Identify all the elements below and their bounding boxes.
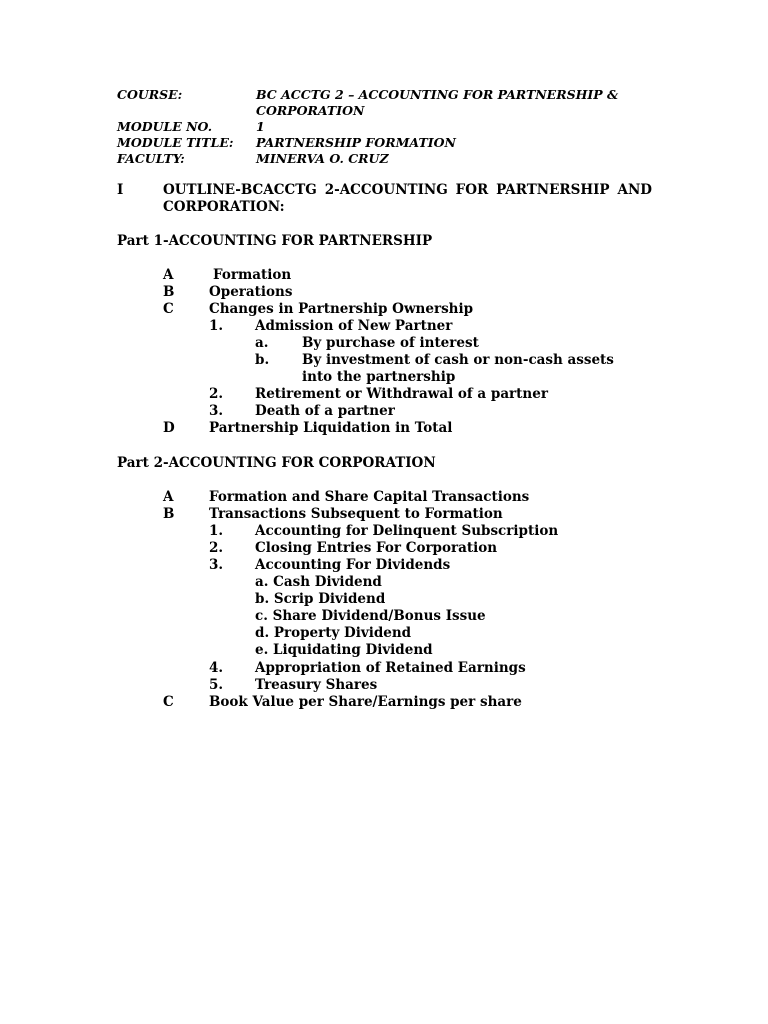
faculty-label: FACULTY: [117, 151, 185, 166]
part1-c1-label: Admission of New Partner [255, 318, 453, 334]
part1-c1b-marker: b. [255, 352, 270, 368]
part1-d-marker: D [163, 420, 175, 436]
module-no-row [117, 119, 657, 135]
part2-b1-marker: 1. [209, 523, 224, 539]
part1-c3-marker: 3. [209, 403, 224, 419]
part1-c-marker: C [163, 301, 174, 317]
module-title-label: MODULE TITLE: [117, 135, 234, 150]
part1-a-label: Formation [213, 267, 292, 283]
part2-b-marker: B [163, 506, 175, 522]
part1-a-marker: A [163, 267, 174, 283]
part1-b-label: Operations [209, 284, 293, 300]
faculty-row [117, 151, 657, 167]
part1-b-marker: B [163, 284, 175, 300]
dividend-item-scrip: b. Scrip Dividend [255, 591, 386, 607]
part1-c1a-marker: a. [255, 335, 269, 351]
part1-c-label: Changes in Partnership Ownership [209, 301, 474, 317]
part2-title: Part 2-ACCOUNTING FOR CORPORATION [117, 455, 436, 471]
part2-b5-label: Treasury Shares [255, 677, 378, 693]
part1-c1-marker: 1. [209, 318, 224, 334]
part2-b3-marker: 3. [209, 557, 224, 573]
part2-b1-label: Accounting for Delinquent Subscription [255, 523, 559, 539]
course-label: COURSE: [117, 87, 183, 102]
part2-b4-label: Appropriation of Retained Earnings [255, 660, 526, 676]
part2-b5-marker: 5. [209, 677, 224, 693]
course-row [117, 87, 657, 119]
part2-a-marker: A [163, 489, 174, 505]
dividend-item-cash: a. Cash Dividend [255, 574, 382, 590]
course-header [117, 87, 657, 167]
outline-roman: I [117, 182, 124, 198]
part1-c2-label: Retirement or Withdrawal of a partner [255, 386, 548, 402]
part1-c2-marker: 2. [209, 386, 224, 402]
faculty-value: MINERVA O. CRUZ [256, 151, 389, 166]
part2-b-label: Transactions Subsequent to Formation [209, 506, 503, 522]
part1-c3-label: Death of a partner [255, 403, 395, 419]
dividend-item-property: d. Property Dividend [255, 625, 412, 641]
part2-b2-label: Closing Entries For Corporation [255, 540, 498, 556]
course-value: BC ACCTG 2 – ACCOUNTING FOR PARTNERSHIP & CORPORATION [256, 87, 619, 118]
dividend-item-liquidating: e. Liquidating Dividend [255, 642, 433, 658]
module-title-value: PARTNERSHIP FORMATION [256, 135, 456, 150]
part2-b4-marker: 4. [209, 660, 224, 676]
module-no-label: MODULE NO. [117, 119, 213, 134]
module-title-row [117, 135, 657, 151]
outline-heading-line1: OUTLINE-BCACCTG 2-ACCOUNTING FOR PARTNERSHIP AND [163, 182, 652, 198]
part2-c-label: Book Value per Share/Earnings per share [209, 694, 522, 710]
dividend-item-share: c. Share Dividend/Bonus Issue [255, 608, 486, 624]
part1-c1a-label: By purchase of interest [302, 335, 479, 351]
part1-d-label: Partnership Liquidation in Total [209, 420, 453, 436]
part1-c1b-label-cont: into the partnership [302, 369, 456, 385]
module-no-value: 1 [256, 119, 265, 134]
part1-c1b-label: By investment of cash or non-cash assets [302, 352, 614, 368]
part2-c-marker: C [163, 694, 174, 710]
part1-title: Part 1-ACCOUNTING FOR PARTNERSHIP [117, 233, 433, 249]
part2-b2-marker: 2. [209, 540, 224, 556]
outline-heading-line2: CORPORATION: [163, 199, 285, 215]
part2-a-label: Formation and Share Capital Transactions [209, 489, 530, 505]
part2-b3-label: Accounting For Dividends [255, 557, 451, 573]
